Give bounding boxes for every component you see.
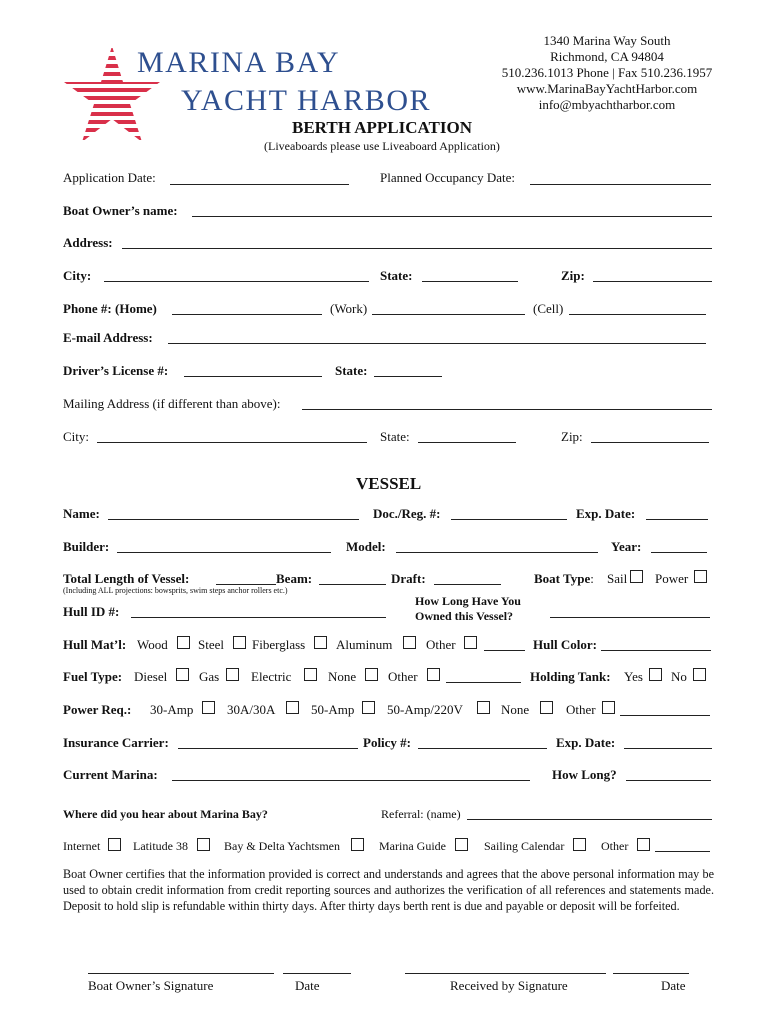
vessel-name-field[interactable] [108,519,359,520]
hull-wood-label: Wood [137,637,168,652]
draft-label: Draft: [391,571,426,586]
mailing-state-label: State: [380,429,410,444]
referral-sailing-calendar-label: Sailing Calendar [484,839,565,853]
mailing-zip-field[interactable] [591,442,709,443]
owner-name-field[interactable] [192,216,712,217]
received-signature-label: Received by Signature [450,978,568,993]
total-length-field[interactable] [216,584,276,585]
owner-date-label: Date [295,978,320,993]
hull-other-label: Other [426,637,456,652]
contact-website: www.MarinaBayYachtHarbor.com [516,81,698,96]
hull-other-field[interactable] [484,650,525,651]
vessel-exp-date-field[interactable] [646,519,708,520]
holding-tank-yes-label: Yes [624,669,643,684]
received-date-label: Date [661,978,686,993]
insurance-carrier-label: Insurance Carrier: [63,735,169,750]
hull-material-label: Hull Mat’l: [63,637,127,652]
draft-field[interactable] [434,584,501,585]
phone-home-field[interactable] [172,314,322,315]
owner-signature-field[interactable] [88,973,274,974]
hull-id-field[interactable] [131,617,386,618]
power-50amp-220v-label: 50-Amp/220V [387,702,463,717]
application-date-label: Application Date: [63,170,156,185]
boat-type-power-label: Power [655,571,689,586]
fuel-other-field[interactable] [446,682,521,683]
referral-other-field[interactable] [655,851,710,852]
hull-color-field[interactable] [601,650,711,651]
fuel-gas-label: Gas [199,669,220,684]
mailing-zip-label: Zip: [561,429,583,444]
contact-email: info@mbyachtharbor.com [538,97,676,112]
city-label: City: [63,268,92,283]
referral-latitude38-label: Latitude 38 [133,839,188,853]
planned-occupancy-field[interactable] [530,184,711,185]
power-req-label: Power Req.: [63,702,132,717]
owner-date-field[interactable] [283,973,351,974]
city-field[interactable] [104,281,369,282]
referral-sailing-calendar-checkbox[interactable] [573,838,586,851]
phone-home-label: Phone #: (Home) [63,301,157,316]
state-label: State: [380,268,413,283]
beam-label: Beam: [276,571,313,586]
referral-internet-checkbox[interactable] [108,838,121,851]
insurance-exp-date-field[interactable] [624,748,712,749]
fuel-other-checkbox[interactable] [427,668,440,681]
referral-name-field[interactable] [467,819,712,820]
model-field[interactable] [396,552,598,553]
power-none-label: None [501,702,530,717]
referral-marina-guide-checkbox[interactable] [455,838,468,851]
holding-tank-yes-checkbox[interactable] [649,668,662,681]
contact-address-line: 1340 Marina Way South [543,33,671,48]
how-long-label: How Long? [552,767,617,782]
total-length-label: Total Length of Vessel: [63,571,190,586]
mailing-state-field[interactable] [418,442,516,443]
vessel-name-label: Name: [63,506,100,521]
fuel-gas-checkbox[interactable] [226,668,239,681]
how-long-owned-field[interactable] [550,617,710,618]
referral-other-label: Other [601,839,629,853]
hull-other-checkbox[interactable] [464,636,477,649]
power-other-field[interactable] [620,715,710,716]
insurance-carrier-field[interactable] [178,748,358,749]
email-field[interactable] [168,343,706,344]
insurance-exp-date-label: Exp. Date: [556,735,616,750]
zip-label: Zip: [561,268,585,283]
current-marina-field[interactable] [172,780,530,781]
how-long-field[interactable] [626,780,711,781]
owner-name-label: Boat Owner’s name: [63,203,178,218]
fuel-none-label: None [328,669,357,684]
mailing-address-label: Mailing Address (if different than above): [63,396,281,411]
referral-bay-delta-checkbox[interactable] [351,838,364,851]
owner-signature-label: Boat Owner’s Signature [88,978,214,993]
form-subtitle: (Liveaboards please use Liveaboard Application) [264,139,500,153]
policy-label: Policy #: [363,735,412,750]
builder-label: Builder: [63,539,110,554]
phone-cell-field[interactable] [569,314,706,315]
power-other-checkbox[interactable] [602,701,615,714]
model-label: Model: [346,539,386,554]
year-label: Year: [611,539,642,554]
planned-occupancy-label: Planned Occupancy Date: [380,170,516,185]
holding-tank-label: Holding Tank: [530,669,611,684]
hull-aluminum-label: Aluminum [336,637,393,652]
contact-phone-fax: 510.236.1013 Phone | Fax 510.236.1957 [501,65,713,80]
received-signature-field[interactable] [405,973,606,974]
power-50amp-220v-checkbox[interactable] [477,701,490,714]
doc-reg-label: Doc./Reg. #: [373,506,441,521]
boat-type-label: Boat Type: [534,571,594,586]
doc-reg-field[interactable] [451,519,567,520]
address-field[interactable] [122,248,712,249]
boat-type-sail-label: Sail [607,571,628,586]
year-field[interactable] [651,552,707,553]
power-other-label: Other [566,702,596,717]
phone-work-field[interactable] [372,314,525,315]
hull-steel-label: Steel [198,637,224,652]
state-field[interactable] [422,281,518,282]
drivers-license-label: Driver’s License #: [63,363,169,378]
hull-fiberglass-label: Fiberglass [252,637,306,652]
power-none-checkbox[interactable] [540,701,553,714]
beam-field[interactable] [319,584,386,585]
power-30amp-label: 30-Amp [150,702,194,717]
boat-type-sail-checkbox[interactable] [630,570,643,583]
mailing-city-field[interactable] [97,442,367,443]
boat-type-power-checkbox[interactable] [694,570,707,583]
power-50amp-label: 50-Amp [311,702,355,717]
fuel-none-checkbox[interactable] [365,668,378,681]
vessel-exp-date-label: Exp. Date: [576,506,636,521]
referral-question: Where did you hear about Marina Bay? [63,807,268,821]
fuel-diesel-label: Diesel [134,669,168,684]
fuel-type-label: Fuel Type: [63,669,123,684]
referral-latitude38-checkbox[interactable] [197,838,210,851]
how-long-owned-label-2: Owned this Vessel? [415,609,514,623]
zip-field[interactable] [593,281,712,282]
mailing-city-label: City: [63,429,90,444]
power-50amp-checkbox[interactable] [362,701,375,714]
address-label: Address: [63,235,113,250]
hull-color-label: Hull Color: [533,637,597,652]
referral-bay-delta-label: Bay & Delta Yachtsmen [224,839,340,853]
referral-other-checkbox[interactable] [637,838,650,851]
policy-field[interactable] [418,748,547,749]
application-date-field[interactable] [170,184,349,185]
hull-wood-checkbox[interactable] [177,636,190,649]
holding-tank-no-label: No [671,669,687,684]
phone-work-label: (Work) [330,301,368,316]
fuel-electric-checkbox[interactable] [304,668,317,681]
fuel-diesel-checkbox[interactable] [176,668,189,681]
hull-id-label: Hull ID #: [63,604,120,619]
org-name-line1: MARINA BAY [137,46,341,79]
received-date-field[interactable] [613,973,689,974]
mailing-address-field[interactable] [302,409,712,410]
drivers-license-field[interactable] [184,376,322,377]
fuel-electric-label: Electric [251,669,292,684]
vessel-section-title: VESSEL [356,474,422,493]
length-note: (Including ALL projections: bowsprits, swim steps anchor rollers etc.) [63,586,288,595]
dl-state-label: State: [335,363,368,378]
contact-address-line: Richmond, CA 94804 [550,49,664,64]
email-label: E-mail Address: [63,330,153,345]
builder-field[interactable] [117,552,331,553]
referral-name-label: Referral: (name) [381,807,461,821]
hull-fiberglass-checkbox[interactable] [314,636,327,649]
power-30amp-checkbox[interactable] [202,701,215,714]
phone-cell-label: (Cell) [533,301,564,316]
power-30a30a-label: 30A/30A [227,702,276,717]
org-name-line2: YACHT HARBOR [181,84,431,117]
holding-tank-no-checkbox[interactable] [693,668,706,681]
certification-statement: Boat Owner certifies that the information provided is correct and understands and agrees that the above personal information may be used to obtain credit information from credit reporting sources and authorizes the verification of all references and statements made. Deposit to hold slip is refundable within thirty days. After thirty days berth rent is due and payable or deposit will be forfeited. [63,867,714,913]
dl-state-field[interactable] [374,376,442,377]
form-title: BERTH APPLICATION [292,118,472,137]
hull-steel-checkbox[interactable] [233,636,246,649]
hull-aluminum-checkbox[interactable] [403,636,416,649]
fuel-other-label: Other [388,669,418,684]
referral-marina-guide-label: Marina Guide [379,839,446,853]
referral-internet-label: Internet [63,839,101,853]
power-30a30a-checkbox[interactable] [286,701,299,714]
how-long-owned-label-1: How Long Have You [415,594,521,608]
current-marina-label: Current Marina: [63,767,158,782]
